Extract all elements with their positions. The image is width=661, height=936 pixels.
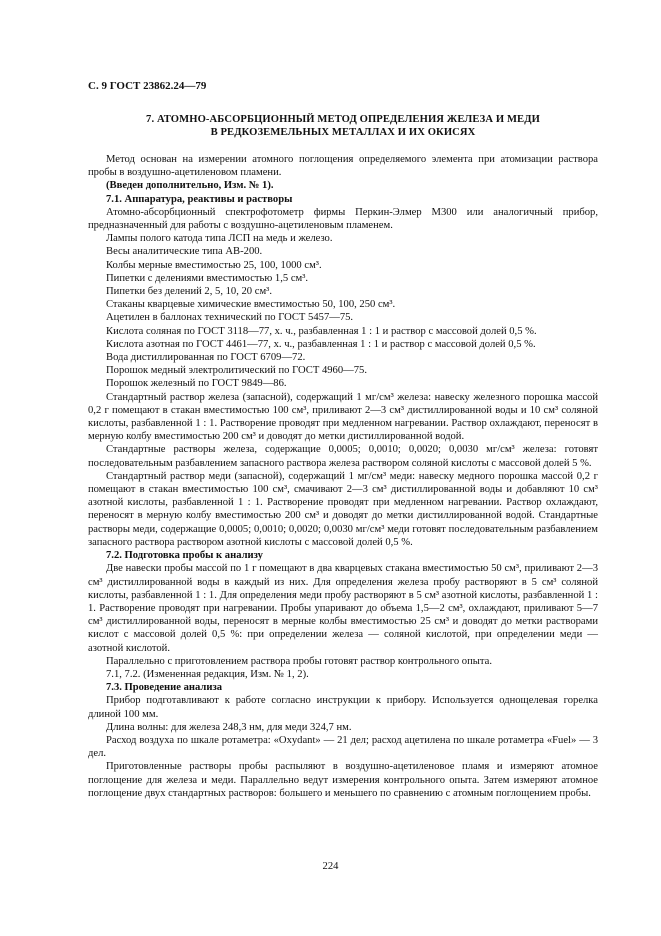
paragraph: Весы аналитические типа АВ-200.: [106, 246, 263, 258]
paragraph: Стаканы кварцевые химические вместимостью 50, 100, 250 см³.: [106, 299, 396, 311]
paragraph: Порошок железный по ГОСТ 9849—86.: [106, 378, 287, 390]
paragraph: Приготовленные растворы пробы распыляют в воздушно-ацетиленовое пламя и измеряют атомное поглощение для железа и меди. Параллельно ведут измерения контрольного опыта. Затем измеряют атомное поглощение двух стандартных растворов: большего и меньшего по сравнению с атомным поглощением пробы.: [88, 761, 598, 799]
paragraph: Две навески пробы массой по 1 г помещают в два кварцевых стакана вместимостью 50 см³, приливают 2—3 см³ дистиллированной воды в каждый из них. Для определения железа пробу растворяют в 5 см³ соляной кислоты, разбавленной 1 : 1. Для определения меди пробу растворяют в 5 см³ азотной кислоты, разбавленной 1 : 1. Растворение проводят при нагревании. Пробы упаривают до объема 1,5—2 см³, охлаждают, приливают 5—7 см³ дистиллированной воды, переносят в мерные колбы вместимостью 25 см³ и доводят до метки растворами кислот с массовой долей 0,5 %: при определении железа — соляной кислотой, при определении меди — азотной кислотой.: [88, 563, 598, 654]
paragraph: Лампы полого катода типа ЛСП на медь и железо.: [106, 233, 333, 245]
paragraph: Стандартный раствор железа (запасной), содержащий 1 мг/см³ железа: навеску железного порошка массой 0,2 г помещают в стакан вместимостью 100 см³, приливают 2—3 см³ дистиллированной воды и 10 см³ соляной кислоты, разбавленной 1 : 1. Растворение проводят при медленном нагревании. Раствор охлаждают, переносят в мерную колбу вместимостью 200 см³ и доводят до метки дистиллированной водой.: [88, 391, 598, 443]
section-title: [88, 113, 598, 139]
subsection-heading: 7.2. Подготовка пробы к анализу: [106, 550, 263, 562]
subsection-heading: 7.1. Аппаратура, реактивы и растворы: [106, 193, 293, 205]
paragraph: Прибор подготавливают к работе согласно инструкции к прибору. Используется однощелевая горелка длиной 100 мм.: [88, 695, 598, 720]
paragraph: Атомно-абсорбционный спектрофотометр фирмы Перкин-Элмер М300 или аналогичный прибор, предназначенный для работы с воздушно-ацетиленовым пламенем.: [88, 206, 598, 232]
running-header: С. 9 ГОСТ 23862.24—79: [88, 80, 207, 92]
paragraph: Порошок медный электролитический по ГОСТ 4960—75.: [106, 365, 367, 377]
paragraph: Длина волны: для железа 248,3 нм, для меди 324,7 нм.: [106, 721, 352, 733]
paragraph: Колбы мерные вместимостью 25, 100, 1000 см³.: [106, 259, 322, 271]
subsection-heading: 7.3. Проведение анализа: [106, 682, 222, 694]
paragraph: Пипетки с делениями вместимостью 1,5 см³.: [106, 272, 309, 284]
section-title-line-2: В РЕДКОЗЕМЕЛЬНЫХ МЕТАЛЛАХ И ИХ ОКИСЯХ: [210, 127, 476, 138]
paragraph: Кислота азотная по ГОСТ 4461—77, х. ч., разбавленная 1 : 1 и раствор с массовой долей 0,5 %.: [106, 338, 536, 350]
paragraph: Стандартные растворы железа, содержащие 0,0005; 0,0010; 0,0020; 0,0030 мг/см³ железа: готовят последовательным разбавлением запасного раствора железа раствором соляной кислоты с массовой долей 5 %.: [88, 444, 598, 469]
body-text: [88, 153, 598, 800]
section-title-line-1: 7. АТОМНО-АБСОРБЦИОННЫЙ МЕТОД ОПРЕДЕЛЕНИЯ ЖЕЛЕЗА И МЕДИ: [146, 114, 540, 125]
paragraph: Параллельно с приготовлением раствора пробы готовят раствор контрольного опыта.: [106, 655, 492, 667]
paragraph: Расход воздуха по шкале ротаметра: «Oxydant» — 21 дел; расход ацетилена по шкале ротаметра «Fuel» — 3 дел.: [88, 734, 598, 760]
paragraph: Стандартный раствор меди (запасной), содержащий 1 мг/см³ меди: навеску медного порошка массой 0,2 г помещают в стакан вместимостью 100 см³, смачивают 2—3 см³ дистиллированной воды и добавляют 10 см³ азотной кислоты, разбавленной 1 : 1. Растворение проводят при медленном нагревании. Раствор охлаждают, переносят в мерную колбу вместимостью 200 см³ и доводят до метки дистиллированной водой. Стандартные растворы меди, содержащие 0,0005; 0,0010; 0,0020; 0,0030 мг/см³ меди готовят последовательным разбавлением запасного раствора раствором азотной кислоты с массовой долей 0,5 %.: [88, 470, 598, 548]
page-number: 224: [322, 861, 339, 872]
paragraph: Ацетилен в баллонах технический по ГОСТ 5457—75.: [106, 312, 354, 324]
paragraph: Кислота соляная по ГОСТ 3118—77, х. ч., разбавленная 1 : 1 и раствор с массовой долей 0,5 %.: [106, 325, 537, 337]
paragraph: Метод основан на измерении атомного поглощения определяемого элемента при атомизации раствора пробы в воздушно-ацетиленовом пламени.: [88, 154, 598, 179]
paragraph: Пипетки без делений 2, 5, 10, 20 см³.: [106, 286, 272, 298]
amendment-note: 7.1, 7.2. (Измененная редакция, Изм. № 1, 2).: [106, 668, 309, 680]
amendment-note: (Введен дополнительно, Изм. № 1).: [106, 180, 274, 192]
paragraph: Вода дистиллированная по ГОСТ 6709—72.: [106, 352, 306, 364]
